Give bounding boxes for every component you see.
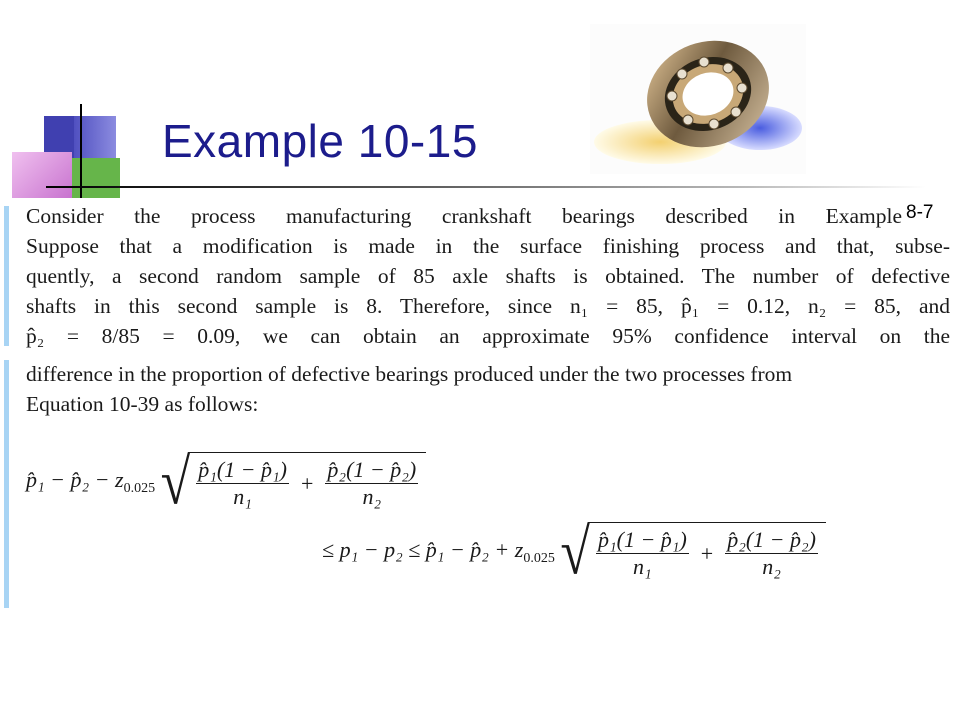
fraction-term-2: $\frac{\text{p̂₂(1 − p̂₂)}}{\text{n₂}}$ bbox=[327, 457, 417, 509]
fraction-term-1: $\frac{\text{p̂₁(1 − p̂₁)}}{\text{n₁}}$ bbox=[597, 527, 687, 579]
text-line: Consider the process manufacturing crankshaft bearings described in Example bbox=[26, 204, 902, 228]
text-line: Suppose that a modification is made in the surface finishing process and that, subse- bbox=[26, 234, 950, 258]
equation-line-2 bbox=[322, 516, 826, 588]
text-line: Equation 10-39 as follows: bbox=[26, 392, 259, 416]
square-root bbox=[560, 516, 826, 588]
fraction-term-1: $\frac{\text{p̂₁(1 − p̂₁)}}{\text{n₁}}$ bbox=[198, 457, 287, 509]
paragraph-continuation bbox=[26, 359, 950, 419]
title-underline bbox=[46, 186, 926, 188]
plus-sign: + bbox=[700, 540, 714, 566]
radical-icon: √ bbox=[560, 516, 590, 588]
fraction-term-2: $\frac{\text{p̂₂(1 − p̂₂)}}{\text{n₂}}$ bbox=[727, 527, 816, 579]
paragraph-intro bbox=[26, 201, 950, 351]
radical-icon: √ bbox=[160, 446, 191, 518]
text-line: difference in the proportion of defective bearings produced under the two processes from bbox=[26, 362, 793, 386]
z-subscript: 0.025 bbox=[523, 551, 555, 567]
ball-bearing-image bbox=[590, 24, 806, 174]
decor-square-pink bbox=[12, 152, 72, 198]
equation-line-1 bbox=[26, 446, 426, 518]
decor-vertical-line bbox=[80, 104, 82, 198]
text-line: quently, a second random sample of 85 axle shafts is obtained. The number of defective bbox=[26, 264, 950, 288]
decor-square-green bbox=[66, 158, 120, 198]
plus-sign: + bbox=[301, 470, 314, 496]
text-line: shafts in this second sample is 8. Therefore, since n₁ = 85, p̂₁ = 0.12, n₂ = 85, and bbox=[26, 294, 950, 318]
square-root bbox=[160, 446, 427, 518]
equation-prefix: p̂₁ − p̂₂ − z bbox=[26, 467, 124, 493]
equation-prefix: ≤ p₁ − p₂ ≤ p̂₁ − p̂₂ + z bbox=[322, 537, 524, 563]
text-line: p̂₂ = 8/85 = 0.09, we can obtain an approximate 95% confidence interval on the bbox=[26, 324, 950, 348]
slide-number: 8-7 bbox=[906, 202, 934, 223]
page-title: Example 10-15 bbox=[162, 115, 478, 167]
paragraph-accent-bar bbox=[4, 206, 9, 346]
paragraph-accent-bar bbox=[4, 360, 9, 608]
z-subscript: 0.025 bbox=[123, 481, 156, 497]
